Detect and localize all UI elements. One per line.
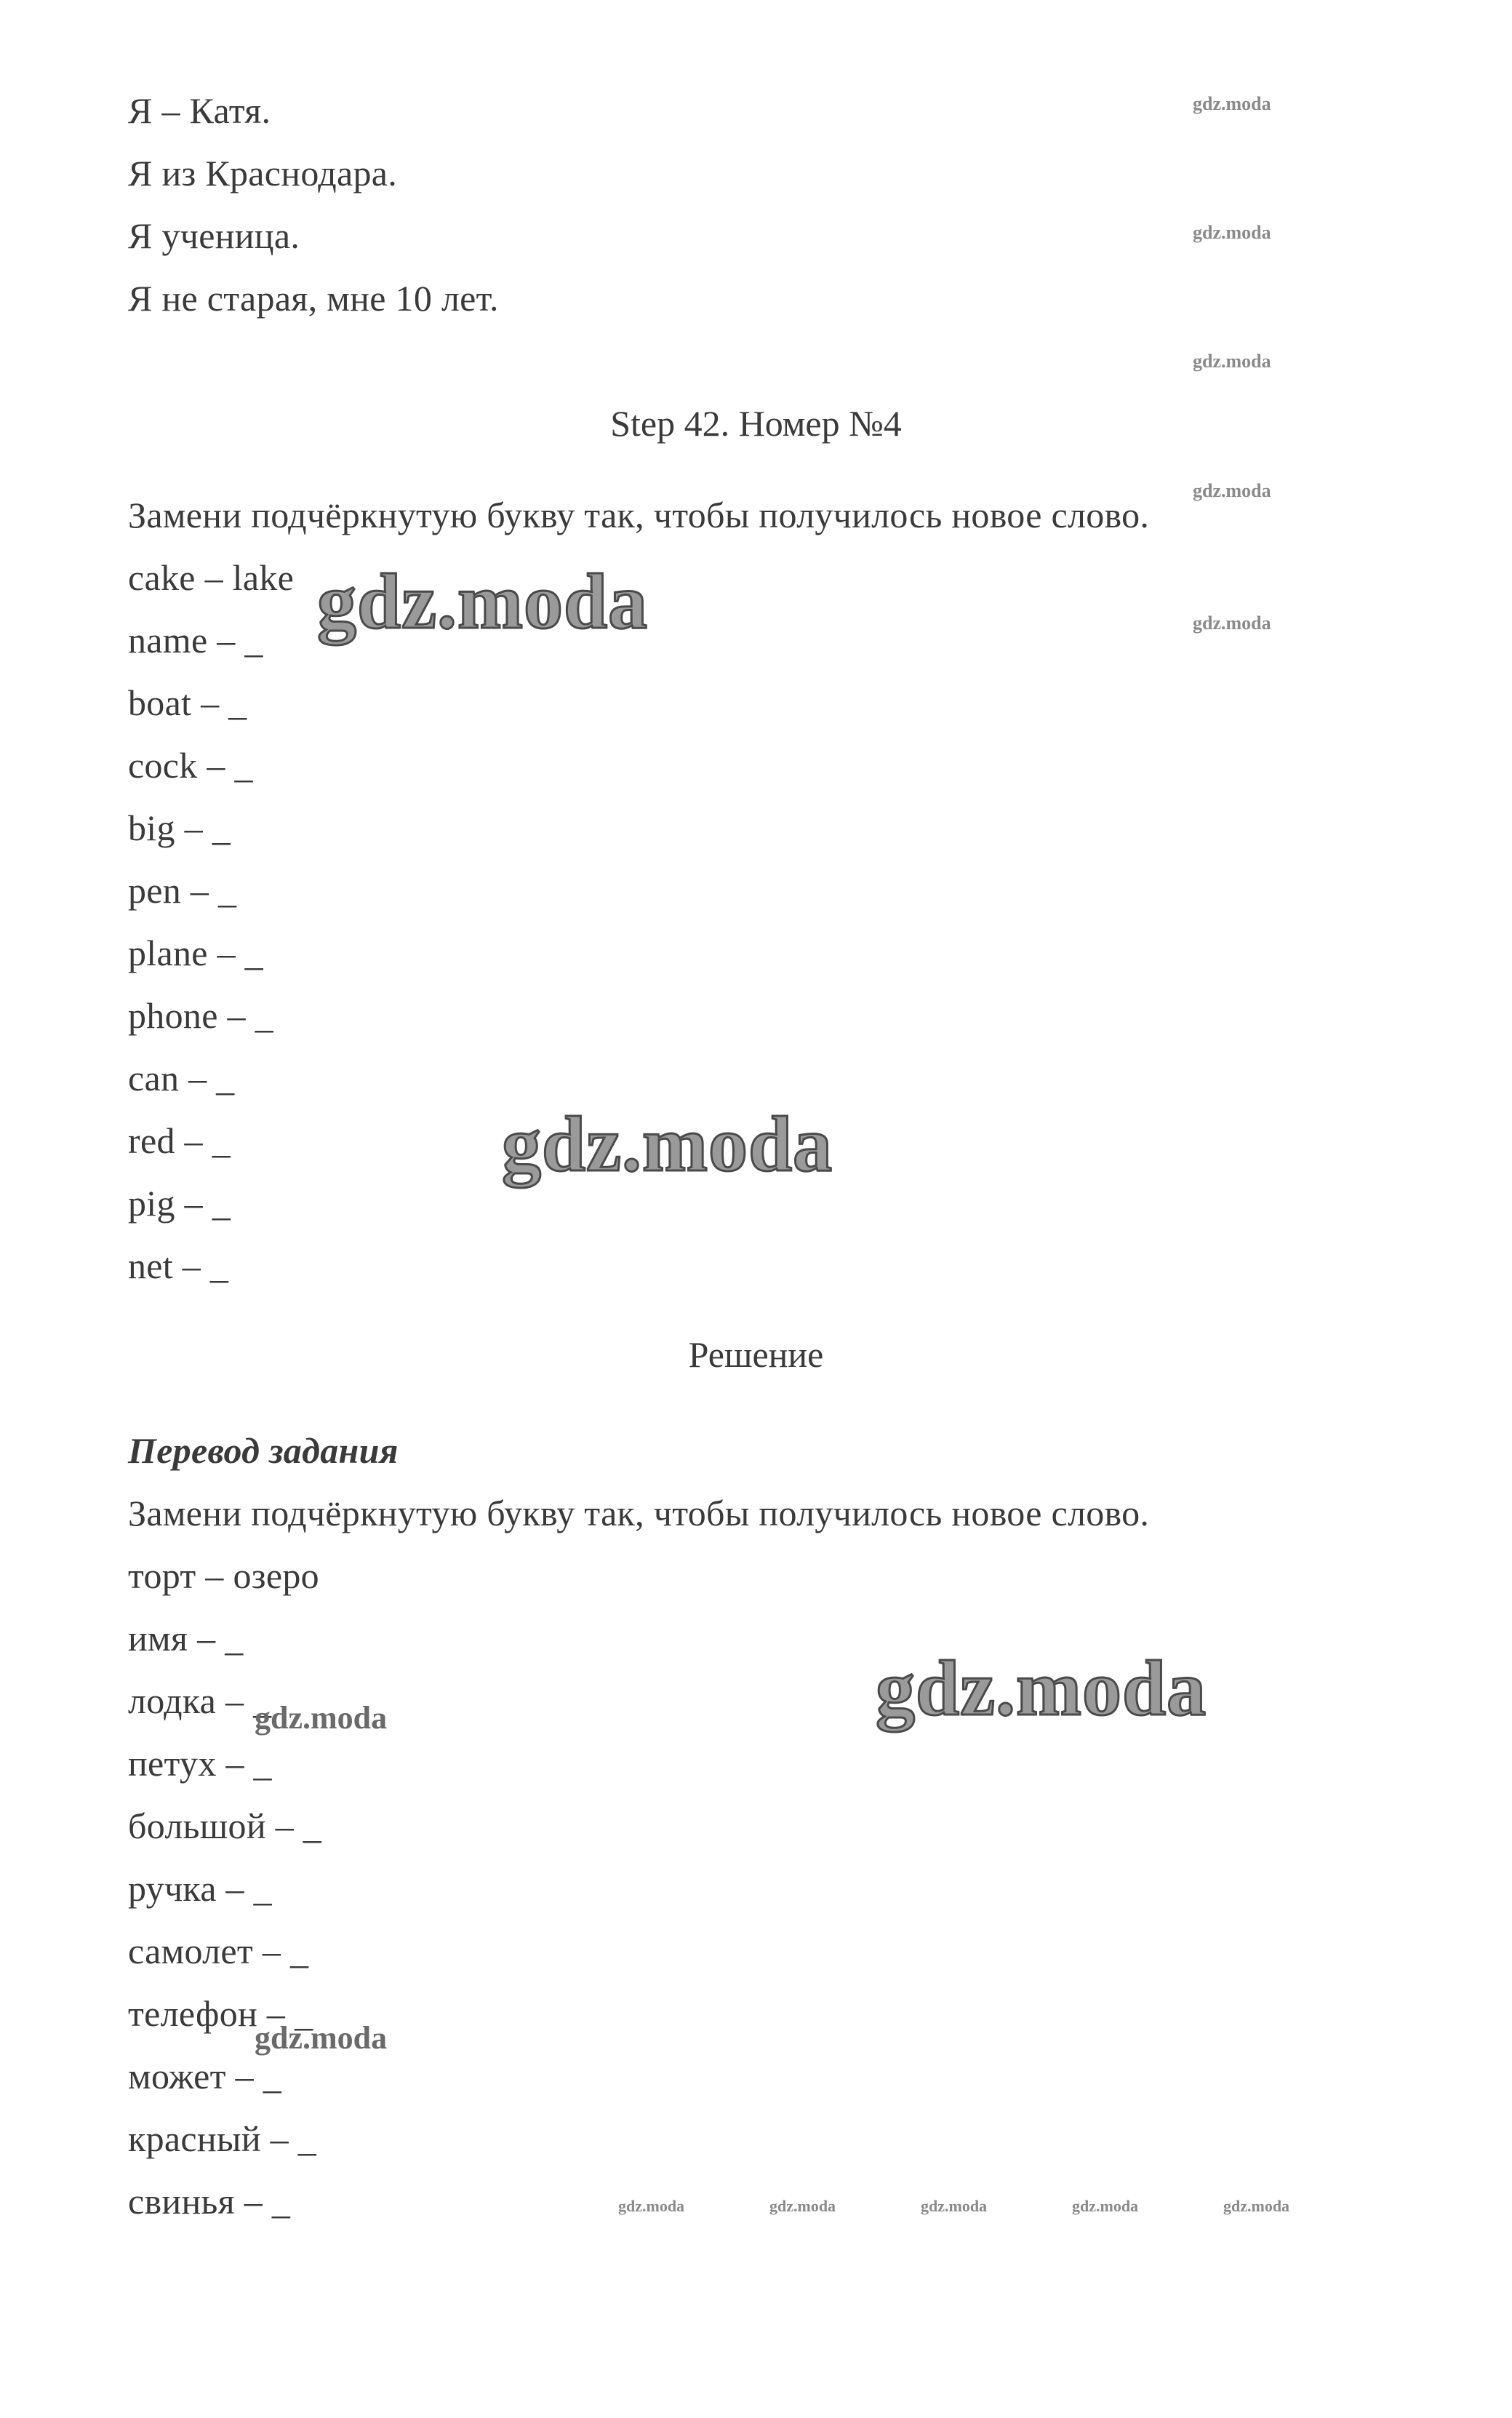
task-item: big – _ (128, 807, 231, 848)
intro-line-1: Я – Катя. (128, 90, 271, 131)
intro-line-2: Я из Краснодара. (128, 153, 398, 193)
task-item: net – _ (128, 1245, 229, 1286)
watermark: gdz.moda (255, 1700, 388, 1736)
translation-item: самолет – _ (128, 1931, 309, 1971)
task-item: pen – _ (128, 870, 237, 911)
task-item: can – _ (128, 1058, 235, 1098)
task-item: plane – _ (128, 933, 263, 973)
task-item: red – _ (128, 1120, 231, 1161)
task-item: phone – _ (128, 995, 273, 1036)
translation-item: имя – _ (128, 1618, 244, 1659)
watermark: gdz.moda (255, 2020, 388, 2056)
watermark: gdz.moda (1193, 93, 1271, 114)
watermark: gdz.moda (317, 559, 649, 645)
task-item: pig – _ (128, 1183, 231, 1224)
translation-item: лодка – _ (128, 1680, 272, 1721)
translation-item: ручка – _ (128, 1868, 272, 1909)
translation-item: свинья – _ (128, 2181, 291, 2222)
intro-line-3: Я ученица. (128, 215, 300, 256)
translation-item: большой – _ (128, 1805, 322, 1846)
task-item: cake – lake (128, 557, 295, 598)
watermark: gdz.moda (1193, 222, 1271, 243)
translation-item: телефон – _ (128, 1993, 313, 2034)
watermark: gdz.moda (1223, 2197, 1290, 2215)
task-item: name – _ (128, 620, 263, 661)
translation-item: может – _ (128, 2056, 282, 2096)
watermark: gdz.moda (502, 1101, 833, 1188)
translation-item: торт – озеро (128, 1555, 319, 1596)
step-title: Step 42. Номер №4 (610, 403, 902, 444)
watermark: gdz.moda (921, 2197, 988, 2215)
intro-line-4: Я не старая, мне 10 лет. (128, 278, 499, 319)
task-item: cock – _ (128, 745, 253, 786)
watermark: gdz.moda (769, 2197, 836, 2215)
watermark: gdz.moda (618, 2197, 685, 2215)
watermark: gdz.moda (1193, 613, 1271, 634)
watermark: gdz.moda (1072, 2197, 1139, 2215)
watermark: gdz.moda (1193, 480, 1271, 501)
translation-item: красный – _ (128, 2118, 317, 2159)
task-item: boat – _ (128, 682, 247, 723)
translation-instruction: Замени подчёркнутую букву так, чтобы получилось новое слово. (128, 1493, 1150, 1533)
watermark: gdz.moda (876, 1645, 1207, 1732)
translation-item: петух – _ (128, 1743, 272, 1784)
translation-heading: Перевод задания (128, 1430, 399, 1471)
watermark: gdz.moda (1193, 351, 1271, 372)
task-instruction: Замени подчёркнутую букву так, чтобы получилось новое слово. (128, 495, 1150, 535)
solution-title: Решение (688, 1334, 824, 1375)
